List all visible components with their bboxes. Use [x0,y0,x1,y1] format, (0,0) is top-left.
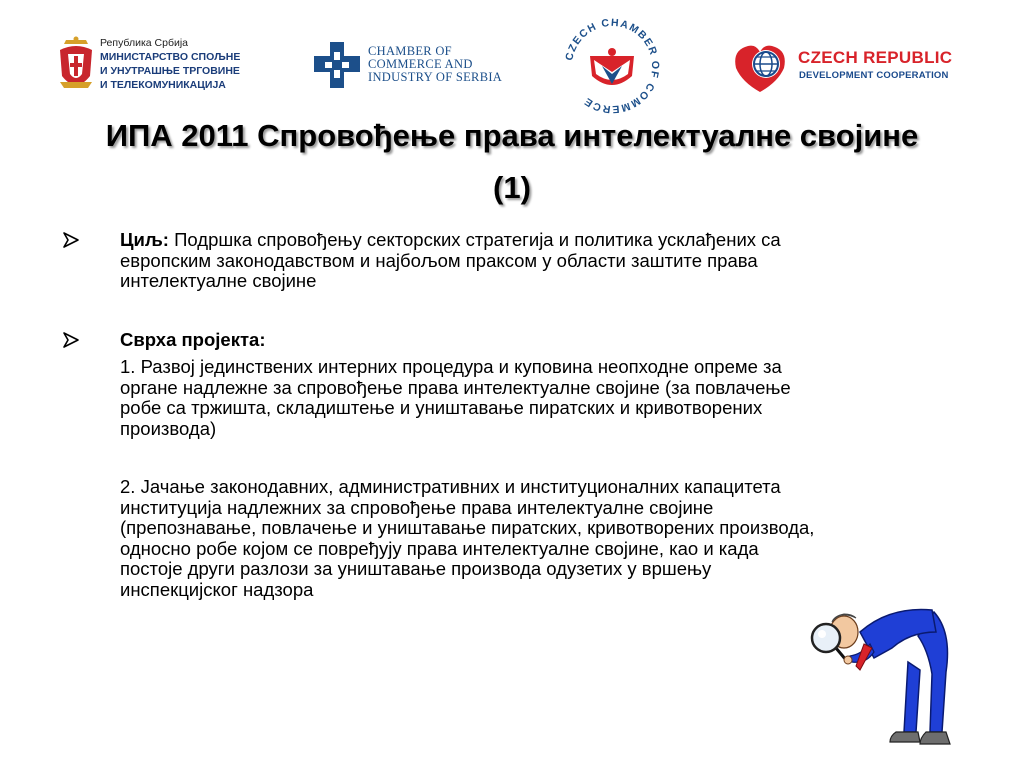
ministry-line2: МИНИСТАРСТВО СПОЉНЕ [100,51,241,63]
item2-line1: 2. Јачање законодавних, административних и институционалних капацитета [120,476,781,497]
item1-line2: органе надлежне за спровођење права интелектуалне својине (за повлачење [120,376,791,398]
bullet-arrow-icon [62,231,80,249]
czech-rda-logo [730,38,960,98]
item2-line5: постоје други разлози за уништавање производа одузетих у вршењу [120,558,712,579]
ministry-logo [58,36,258,102]
item1-line4: производа) [120,417,217,439]
goal-paragraph [120,230,1000,292]
item2-line3: (препознавање, повлачење и уништавање пиратских, кривотворених производа, [120,517,815,538]
chamber-cross-icon [312,40,362,90]
serbia-coat-of-arms-icon [58,36,94,98]
chamber-serbia-text [368,45,502,84]
ministry-line4: И ТЕЛЕКОМУНИКАЦИЈА [100,79,226,91]
ministry-line1: Република Србија [100,37,189,49]
czech-rda-line1: CZECH REPUBLIC [798,48,953,67]
chamber-line3: INDUSTRY OF SERBIA [368,70,503,84]
bullet-arrow-icon [62,331,80,349]
purpose-heading [120,330,1000,351]
czech-rda-line2: DEVELOPMENT COOPERATION [799,70,949,81]
title-line1: ИПА 2011 Спровођење права интелектуалне својине [105,118,919,153]
magnifier-man-icon [800,592,960,752]
czech-chamber-logo [560,14,664,118]
goal-line3: интелектуалне својине [120,270,317,291]
goal-line1 [120,230,1000,251]
slide-title [40,110,984,214]
item1-line3: робе са тржишта, складиштење и уништавање пиратских и кривотворених [120,397,763,418]
item2-line4: односно робе којом се повређују права интелектуалне својине, као и када [120,537,759,559]
item1-line1: 1. Развој јединствених интерних процедура и куповина неопходне опреме за [120,356,782,377]
czech-chamber-seal-icon [560,14,664,118]
chamber-line1: CHAMBER OF [368,44,452,58]
ministry-line3: И УНУТРАШЊЕ ТРГОВИНЕ [100,65,240,77]
item2-line6: инспекцијског надзора [120,578,314,600]
chamber-serbia-logo [312,40,522,92]
title-line2: (1) [493,170,531,205]
ministry-text [100,36,240,92]
item2-line2: институција надлежних за спровођење права интелектуалне својине [120,496,714,518]
goal-label: Циљ: [120,229,169,250]
goal-text1: Подршка спровођењу секторских стратегија и политика усклађених са [168,229,781,250]
goal-line2: европским законодавством и најбољом праксом у области заштите права [120,249,758,271]
czech-rda-globe-icon [730,38,796,96]
purpose-label: Сврха пројекта: [120,329,266,350]
logo-row [0,0,1024,116]
purpose-item1 [120,357,1000,439]
purpose-item2 [120,477,1000,600]
svg-text:CZECH CHAMBER OF COMMERCE: CZECH CHAMBER OF COMMERCE [563,16,662,116]
chamber-line2: COMMERCE AND [368,57,473,71]
